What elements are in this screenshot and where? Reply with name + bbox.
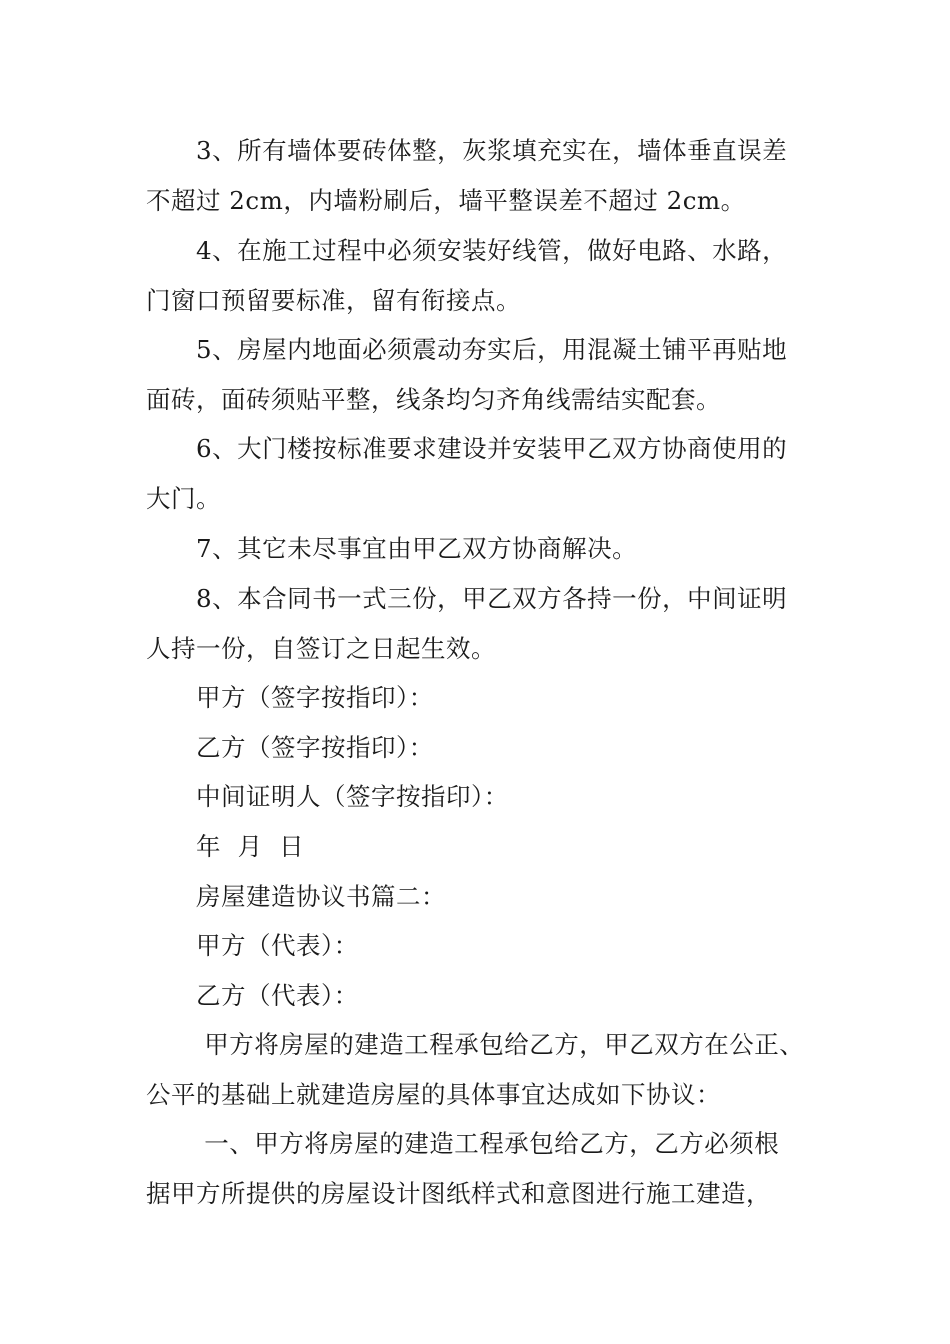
- preamble-paragraph: [146, 1020, 816, 1120]
- text-line: 4、在施工过程中必须安装好线管，做好电路、水路，: [196, 236, 788, 265]
- text-line: 据甲方所提供的房屋设计图纸样式和意图进行施工建造，: [146, 1179, 771, 1208]
- paragraph-item-4: [146, 226, 816, 326]
- text-line: 大门。: [146, 484, 221, 513]
- text-line: 6、大门楼按标准要求建设并安装甲乙双方协商使用的: [196, 434, 788, 463]
- text-line: 5、房屋内地面必须震动夯实后，用混凝土铺平再贴地: [196, 335, 788, 364]
- text-line: 人持一份，自签订之日起生效。: [146, 634, 496, 663]
- text-line: 甲方（签字按指印）：: [196, 683, 434, 712]
- text-line: 门窗口预留要标准，留有衔接点。: [146, 286, 521, 315]
- text-line: 乙方（代表）：: [196, 981, 359, 1010]
- text-line: 公平的基础上就建造房屋的具体事宜达成如下协议：: [146, 1080, 721, 1109]
- party-a-representative: [146, 921, 816, 971]
- paragraph-item-6: [146, 424, 816, 524]
- paragraph-item-3: [146, 126, 816, 226]
- section-2-title: [146, 872, 816, 922]
- clause-1-paragraph: [146, 1119, 816, 1219]
- text-line: 乙方（签字按指印）：: [196, 733, 434, 762]
- text-line: 中间证明人（签字按指印）：: [196, 782, 509, 811]
- text-line: 7、其它未尽事宜由甲乙双方协商解决。: [196, 534, 638, 563]
- text-line: 8、本合同书一式三份，甲乙双方各持一份，中间证明: [196, 584, 788, 613]
- text-line: 甲方将房屋的建造工程承包给乙方，甲乙双方在公正、: [196, 1030, 805, 1059]
- text-line: 不超过 2cm，内墙粉刷后，墙平整误差不超过 2cm。: [146, 186, 746, 215]
- party-a-signature-line: [146, 673, 816, 723]
- text-line: 年 月 日: [196, 832, 305, 861]
- text-line: 一、甲方将房屋的建造工程承包给乙方，乙方必须根: [196, 1129, 780, 1158]
- text-line: 房屋建造协议书篇二：: [196, 882, 446, 911]
- paragraph-item-8: [146, 574, 816, 674]
- date-line: [146, 822, 816, 872]
- text-line: 面砖，面砖须贴平整，线条均匀齐角线需结实配套。: [146, 385, 721, 414]
- witness-signature-line: [146, 772, 816, 822]
- party-b-representative: [146, 971, 816, 1021]
- party-b-signature-line: [146, 723, 816, 773]
- paragraph-item-5: [146, 325, 816, 425]
- text-line: 甲方（代表）：: [196, 931, 359, 960]
- text-line: 3、所有墙体要砖体整，灰浆填充实在，墙体垂直误差: [196, 136, 788, 165]
- paragraph-item-7: [146, 524, 816, 574]
